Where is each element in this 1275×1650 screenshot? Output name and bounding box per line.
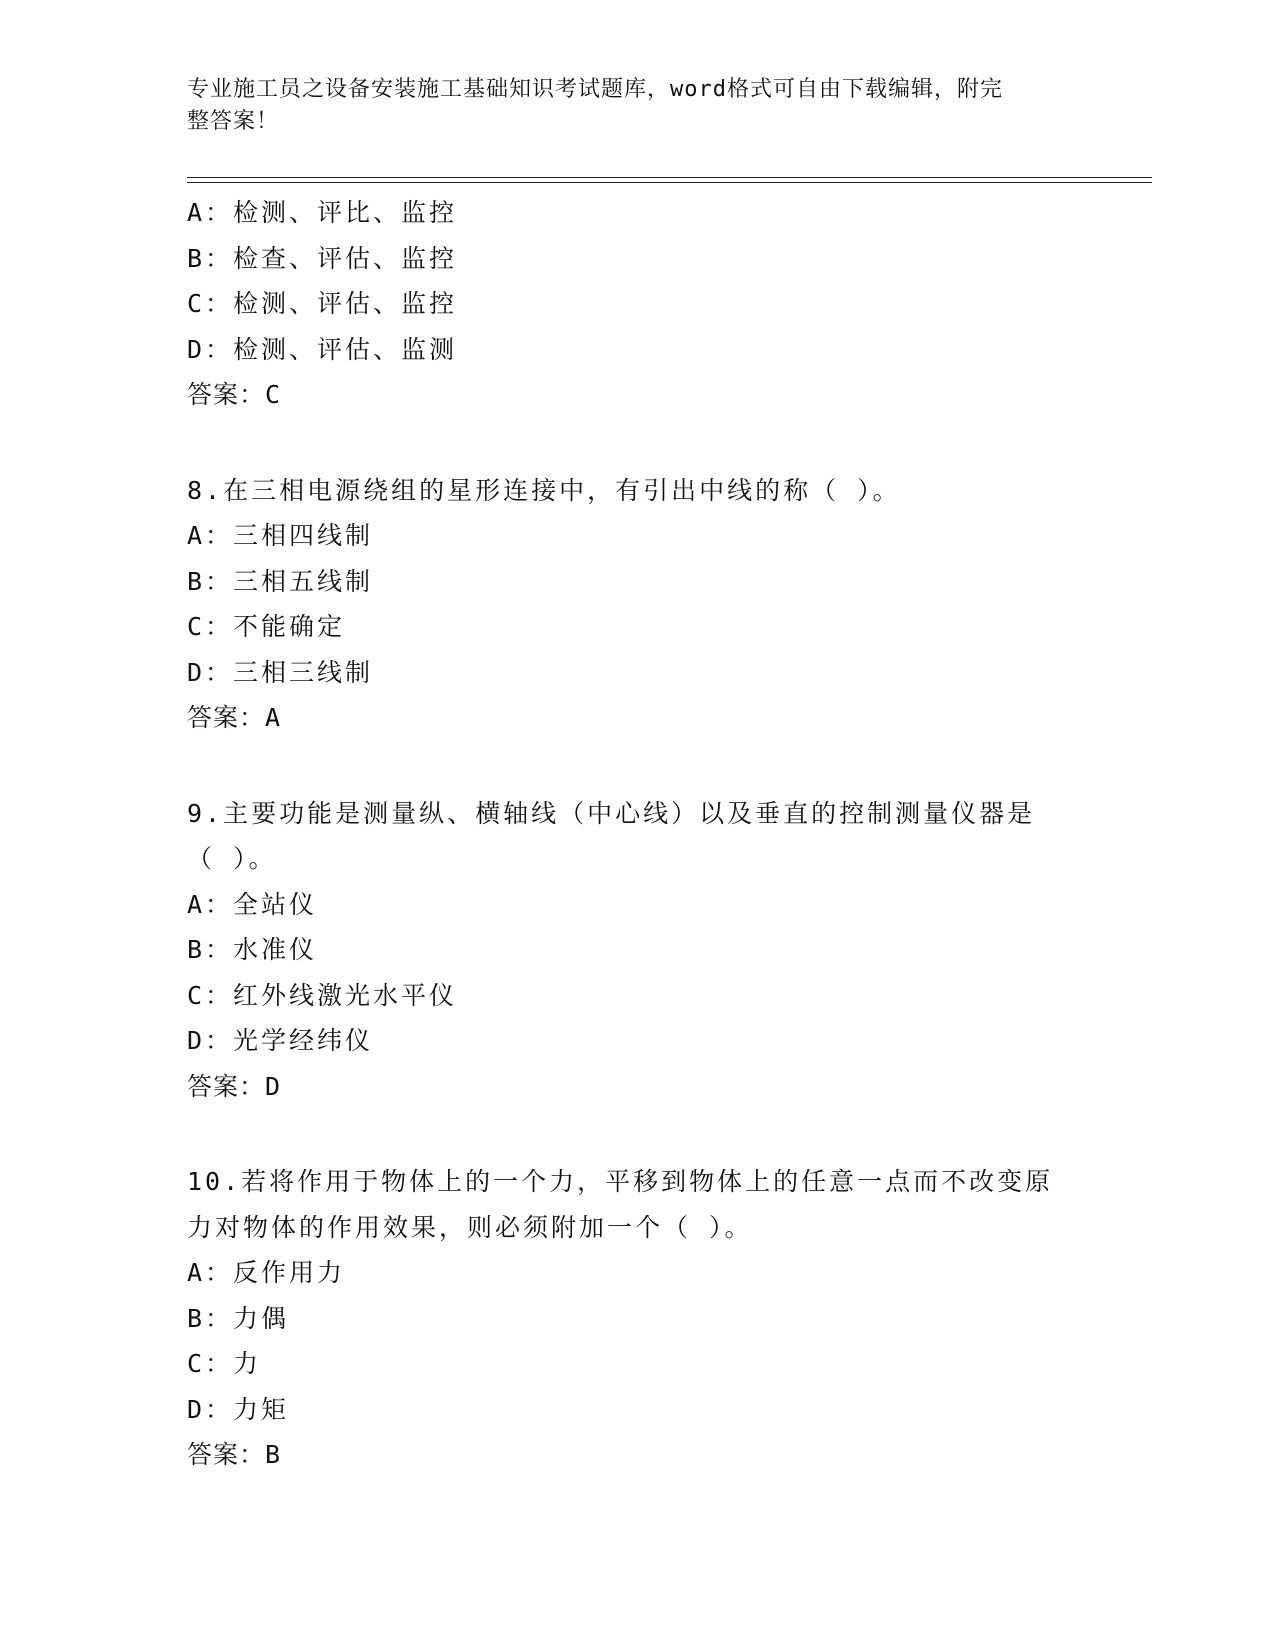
option-b: B：三相五线制: [187, 566, 374, 596]
answer-value: B: [265, 1440, 282, 1469]
question-text-line-1: 9.主要功能是测量纵、横轴线（中心线）以及垂直的控制测量仪器是: [187, 798, 1036, 828]
header-divider-bottom: [187, 182, 1152, 183]
question-8: [187, 468, 1087, 741]
question-text-line-1: 10.若将作用于物体上的一个力，平移到物体上的任意一点而不改变原: [187, 1167, 1054, 1196]
question-10: [187, 1159, 1087, 1478]
option-d: D：三相三线制: [187, 657, 374, 687]
answer-value: C: [265, 380, 282, 409]
option-a: A：全站仪: [187, 889, 318, 919]
option-b: B：水准仪: [187, 935, 318, 964]
option-c: C：不能确定: [187, 612, 346, 641]
question-7: [187, 190, 1087, 418]
question-9: [187, 791, 1087, 1110]
answer-label: 答案：: [187, 380, 266, 409]
header-line-2: 整答案！: [187, 109, 280, 134]
option-c: C：力: [187, 1349, 262, 1378]
spacer: [187, 418, 1087, 468]
answer-label: 答案：: [187, 1071, 266, 1101]
option-b: B：检查、评估、监控: [187, 243, 458, 273]
answer-line: [187, 1432, 1087, 1478]
option-d: D：光学经纬仪: [187, 1026, 374, 1055]
question-text: 8.在三相电源绕组的星形连接中，有引出中线的称（ ）。: [187, 475, 901, 505]
option-a: A：反作用力: [187, 1258, 346, 1287]
option-d: D：力矩: [187, 1394, 290, 1424]
spacer: [187, 741, 1087, 791]
spacer: [187, 1109, 1087, 1159]
option-a: A：三相四线制: [187, 521, 374, 550]
option-b: B：力偶: [187, 1303, 290, 1333]
answer-value: D: [265, 1071, 282, 1101]
question-text-line-2: （ ）。: [187, 844, 277, 873]
option-c: C：红外线激光水平仪: [187, 980, 458, 1010]
answer-line: [187, 1064, 1087, 1110]
option-c: C：检测、评估、监控: [187, 289, 458, 318]
answer-line: [187, 372, 1087, 418]
question-list: [187, 190, 1087, 1478]
answer-value: A: [265, 703, 282, 732]
answer-line: [187, 695, 1087, 741]
answer-label: 答案：: [187, 703, 266, 732]
answer-label: 答案：: [187, 1440, 266, 1469]
option-a: A：检测、评比、监控: [187, 198, 458, 227]
question-text-line-2: 力对物体的作用效果，则必须附加一个（ ）。: [187, 1212, 753, 1242]
option-d: D：检测、评估、监测: [187, 334, 458, 364]
header-line-1: 专业施工员之设备安装施工基础知识考试题库，word格式可自由下载编辑，附完: [187, 77, 1003, 102]
document-header: [187, 74, 1067, 138]
header-divider-top: [187, 177, 1152, 178]
